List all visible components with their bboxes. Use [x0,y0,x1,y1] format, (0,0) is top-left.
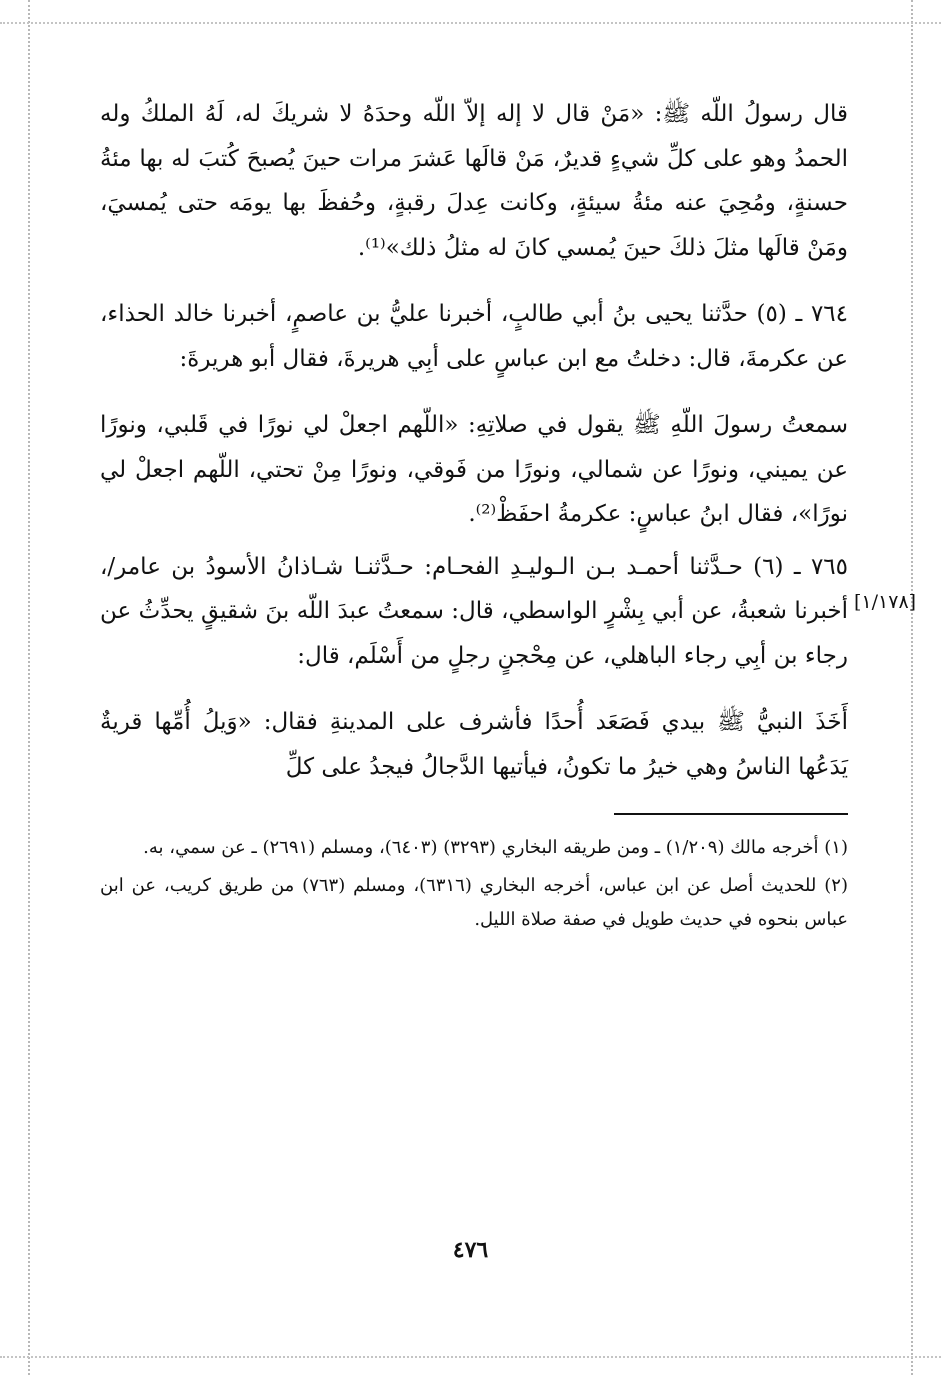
paragraph-hadith-text-3: أَخَذَ النبيُّ ﷺ بيدي فَصَعَد أُحدًا فأشرف على المدينةِ فقال: «وَيلُ أُمِّها قريةٌ يَدَعُها الناسُ وهي خيرُ ما تكونُ، فيأتيها الدَّجالُ فيجدُ على كلِّ [100,709,848,780]
scan-guide-right [911,0,913,1375]
paragraph-hadith-text-1: قال رسولُ اللّه ﷺ: «مَنْ قال لا إله إلاّ اللّه وحدَهُ لا شريكَ له، لَهُ الملكُ وله الحمدُ وهو على كلِّ شيءٍ قديرٌ، مَنْ قالَها عَشرَ مرات حينَ يُصبحَ كُتبَ له بها مئةُ حسنةٍ، ومُحِيَ عنه مئةُ سيئةٍ، وكانت عِدلَ رقبةٍ، وحُفظَ بها يومَه حتى يُمسيَ، ومَنْ قالَها مثلَ ذلكَ حينَ يُمسي كانَ له مثلُ ذلك»⁽¹⁾. [100,101,848,261]
paragraph-hadith-text-2: سمعتُ رسولَ اللّهِ ﷺ يقول في صلاتِهِ: «اللّهم اجعلْ لي نورًا في قَلبي، ونورًا عن يميني، ونورًا عن شمالي، ونورًا من فَوقي، ونورًا مِنْ تحتي، اللّهم اجعلْ لي نورًا»، فقال ابنُ عباسٍ: عكرمةُ احفَظْ⁽²⁾. [100,412,848,527]
footnote-separator [614,813,848,815]
margin-volume-page-ref: [١/١٧٨] [854,590,917,613]
spacer [100,270,848,292]
scan-guide-top [0,22,941,24]
paragraph-hadith-765: ٧٦٥ ـ (٦) حـدَّثنا أحمـد بـن الـوليـدِ الفحـام: حـدَّثنـا شـاذانُ الأسودُ بن عامر/، أخبرنا شعبةُ، عن أبي بِشْرٍ الواسطي، قال: سمعتُ عبدَ اللّه بنَ شقيقٍ يحدِّثُ عن رجاء بن أبِي رجاء الباهلي، عن مِحْجنٍ رجلٍ من أَسْلَم، قال: [100,553,848,669]
paragraph-hadith-764: ٧٦٤ ـ (٥) حدَّثنا يحيى بنُ أبي طالبٍ، أخبرنا عليُّ بن عاصمٍ، أخبرنا خالد الحذاء، عن عكرمةَ، قال: دخلتُ مع ابن عباسٍ على أبِي هريرةَ، فقال أبو هريرةَ: [100,301,848,372]
spacer [100,381,848,403]
scan-guide-bottom [0,1356,941,1358]
footnote-2: (٢) للحديث أصل عن ابن عباس، أخرجه البخاري (٦٣١٦)، ومسلم (٧٦٣) من طريق كريب، عن ابن عباس بنحوه في حديث طويل في صفة صلاة الليل. [100,875,848,930]
footnote-1: (١) أخرجه مالك (١/٢٠٩) ـ ومن طريقه البخاري (٣٢٩٣) (٦٤٠٣)، ومسلم (٢٦٩١) ـ عن سمي، به. [143,837,848,858]
spacer [100,678,848,700]
scan-guide-left [28,0,30,1375]
page-number: ٤٧٦ [452,1237,489,1263]
hadith-765-block [100,545,917,679]
page-body [100,92,917,941]
spacer [100,537,848,545]
